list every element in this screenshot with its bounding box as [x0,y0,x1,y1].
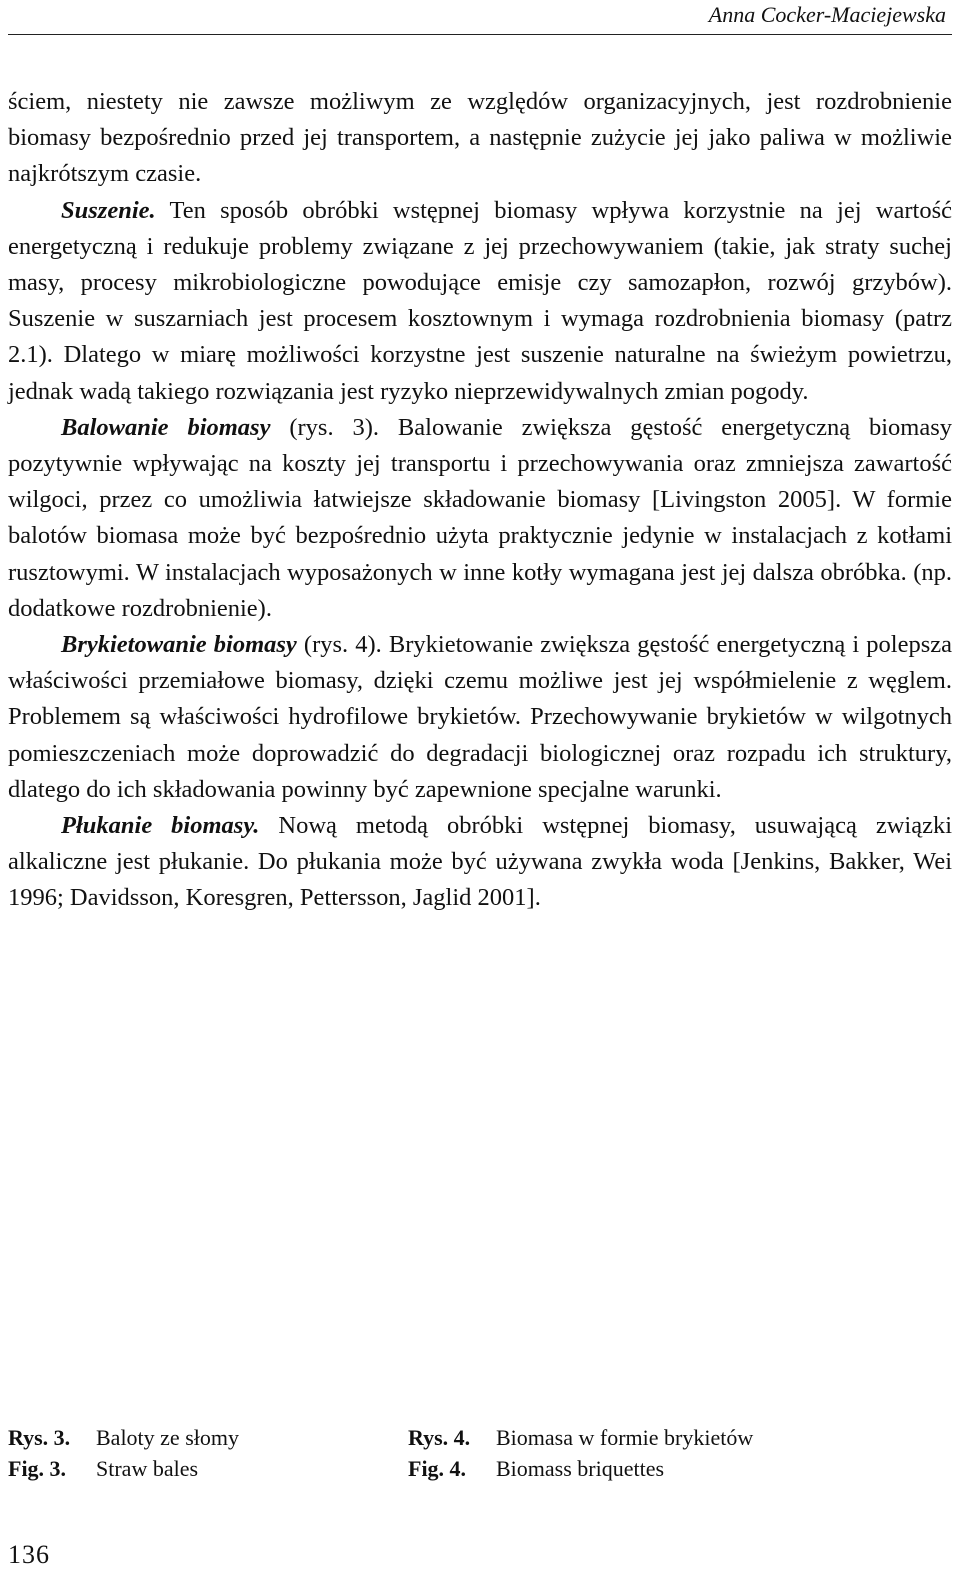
caption-text: Straw bales [96,1456,199,1481]
paragraph-body: Nową metodą obróbki wstępnej biomasy, usuwającą związki alkaliczne jest płukanie. Do płukania może być używana zwykła woda [Jenkins, Bakker, Wei 1996; Davidsson, Koresgren, Pettersson, Jaglid 2001]. [8,812,952,912]
page-number: 136 [8,1540,50,1569]
paragraph-suszenie [8,193,952,410]
paragraph-lead: Brykietowanie biomasy [61,631,297,659]
paragraph-lead: Balowanie biomasy [61,413,271,441]
caption-text: Biomasa w formie brykietów [496,1425,754,1450]
caption-fig-3 [8,1422,239,1484]
caption-fig-4 [408,1422,753,1484]
body-text [8,84,952,917]
caption-label: Fig. 4. [408,1456,467,1481]
caption-label: Rys. 4. [408,1425,471,1450]
caption-row-pl [8,1422,239,1453]
paragraph-continuation: ściem, niestety nie zawsze możliwym ze względów organizacyjnych, jest rozdrobnienie biomasy bezpośrednio przed jej transportem, a następnie zużycie jej jako paliwa w możliwie najkrótszym czasie. [8,88,952,188]
caption-label: Fig. 3. [8,1456,67,1481]
running-head: Anna Cocker-Maciejewska [708,2,946,27]
caption-text: Biomass briquettes [496,1456,665,1481]
caption-text: Baloty ze słomy [96,1425,239,1450]
paragraph-lead: Suszenie. [61,196,156,224]
paragraph-plukanie [8,808,952,917]
paragraph-balowanie [8,410,952,627]
paragraph-body: (rys. 4). Brykietowanie zwiększa gęstość energetyczną i polepsza właściwości przemiałowe biomasy, dzięki czemu możliwe jest jej współmielenie z węglem. Problemem są właściwości hydrofilowe brykietów. Przechowywanie brykietów w wilgotnych pomieszczeniach może doprowadzić do degradacji biologicznej oraz rozpadu ich struktury, dlatego do ich składowania powinny być zapewnione specjalne warunki. [8,631,952,803]
caption-row-en [8,1453,239,1484]
paragraph-body: Ten sposób obróbki wstępnej biomasy wpływa korzystnie na jej wartość energetyczną i redukuje problemy związane z jej przechowywaniem (takie, jak straty suchej masy, procesy mikrobiologiczne powodujące emisje czy samozapłon, rozwój grzybów). Suszenie w suszarniach jest procesem kosztownym i wymaga rozdrobnienia biomasy (patrz 2.1). Dlatego w miarę możliwości korzystne jest suszenie naturalne na świeżym powietrzu, jednak wadą takiego rozwiązania jest ryzyko nieprzewidywalnych zmian pogody. [8,196,952,405]
paragraph-body: (rys. 3). Balowanie zwiększa gęstość energetyczną biomasy pozytywnie wpływając na koszty jej transportu i przechowywania oraz zmniejsza zawartość wilgoci, przez co umożliwia łatwiejsze składowanie biomasy [Livingston 2005]. W formie balotów biomasa może być bezpośrednio użyta praktycznie jedynie w instalacjach z kotłami rusztowymi. W instalacjach wyposażonych w inne kotły wymagana jest jej dalsza obróbka. (np. dodatkowe rozdrobnienie). [8,413,952,622]
paragraph-lead: Płukanie biomasy. [61,812,260,840]
caption-row-en [408,1453,753,1484]
caption-label: Rys. 3. [8,1425,71,1450]
paragraph-brykietowanie [8,627,952,808]
header-rule [8,34,952,35]
caption-row-pl [408,1422,753,1453]
